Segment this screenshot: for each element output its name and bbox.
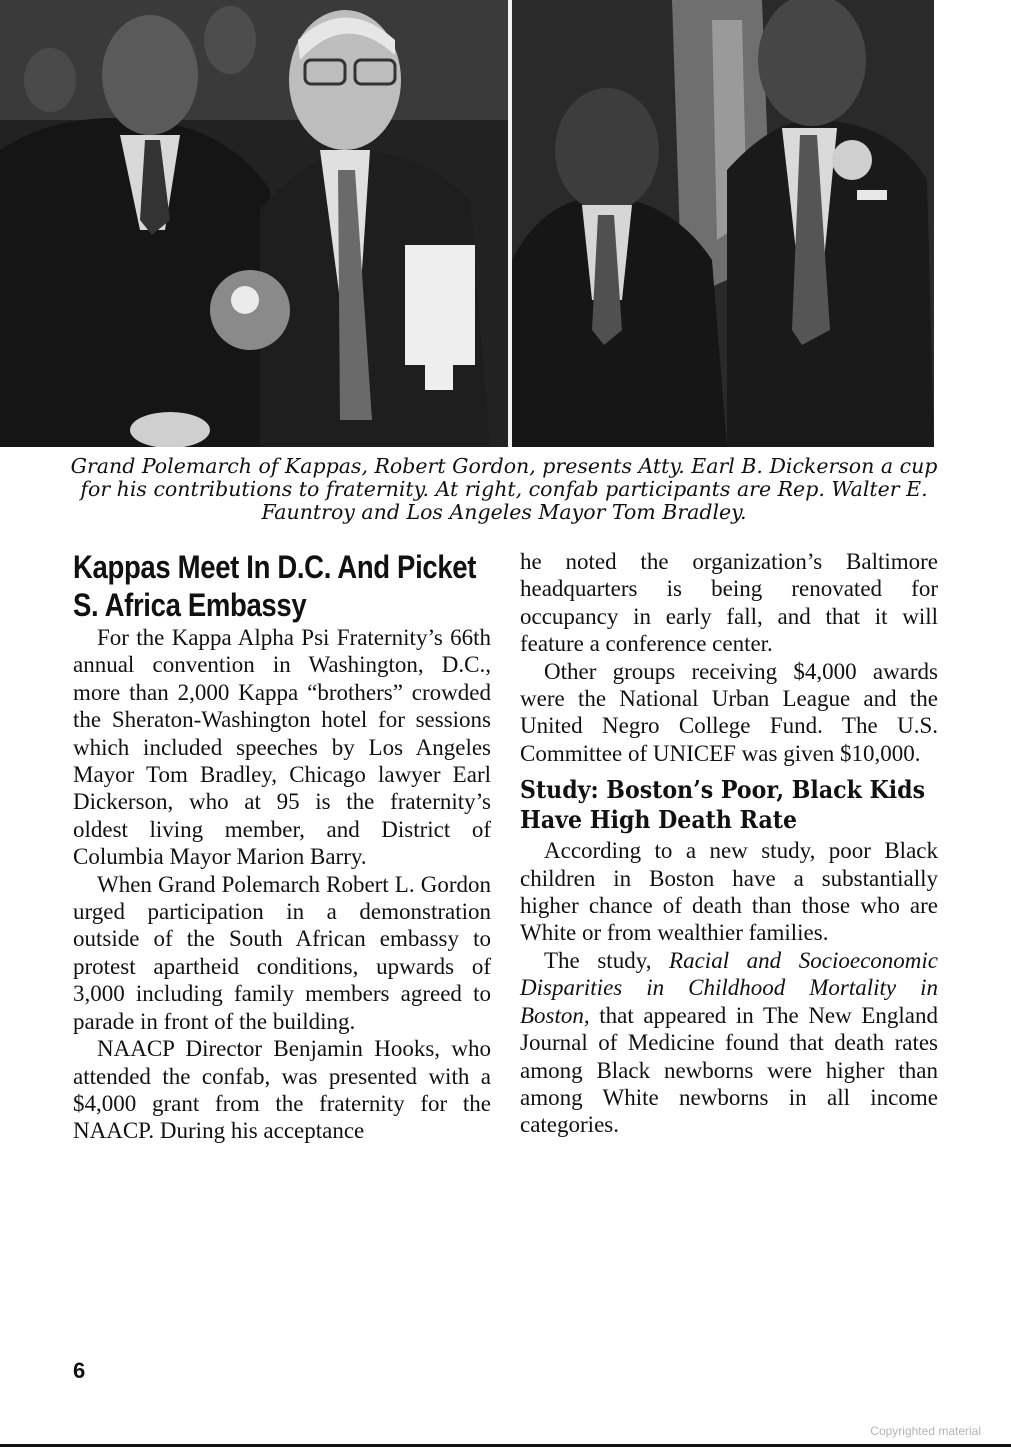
page-number: 6 [73, 1358, 86, 1383]
article-boston-body [520, 837, 938, 1138]
study-intro-text: The study, [544, 947, 670, 973]
article-paragraph: he noted the organization’s Baltimore headquarters is being renovated for occupancy in early fall, and that it will feature a conference center. [520, 549, 938, 657]
headline-boston-study: Study: Boston’s Poor, Black Kids Have High Death Rate [520, 775, 926, 835]
article-paragraph: NAACP Director Benjamin Hooks, who attended the confab, was presented with a $4,000 grant from the fraternity for the NAACP. During his acceptance [73, 1036, 491, 1144]
photo-fauntroy-bradley [512, 0, 934, 447]
article-paragraph: According to a new study, poor Black children in Boston have a substantially higher chance of death than those who are White or from wealthier families. [520, 838, 938, 946]
photo-right-image [512, 0, 934, 447]
article-paragraph [520, 947, 938, 1139]
copyright-watermark: Copyrighted material [870, 1424, 981, 1438]
photo-left-image [0, 0, 508, 447]
bottom-rule [0, 1444, 1011, 1447]
article-paragraph: When Grand Polemarch Robert L. Gordon urged participation in a demonstration outside of the South African embassy to protest apartheid conditions, upwards of 3,000 including family members agreed to parade in front of the building. [73, 871, 491, 1034]
column-left [73, 548, 491, 1145]
article-paragraph: For the Kappa Alpha Psi Fraternity’s 66th annual convention in Washington, D.C., more than 2,000 Kappa “brothers” crowded the Sheraton-Washington hotel for sessions which included speeches by Los Angeles Mayor Tom Bradley, Chicago lawyer Earl Dickerson, who at 95 is the fraternity’s oldest living member, and District of Columbia Mayor Marion Barry. [73, 625, 491, 870]
headline-kappas: Kappas Meet In D.C. And Picket S. Africa Embassy [73, 549, 477, 623]
article-paragraph: Other groups receiving $4,000 awards were the National Urban League and the United Negro College Fund. The U.S. Committee of UNICEF was given $10,000. [520, 658, 938, 766]
study-title: Racial and Socioeconomic Disparities in Childhood Mortality in Boston, [520, 947, 938, 1028]
study-findings-text: that appeared in The New England Journal of Medicine found that death rates among Black newborns were higher than among White newborns in all income categories. [520, 1002, 938, 1138]
article-kappas-continued [520, 548, 938, 767]
article-kappas-body [73, 624, 491, 1145]
column-right [520, 548, 938, 1139]
photo-gordon-dickerson [0, 0, 508, 447]
photo-caption: Grand Polemarch of Kappas, Robert Gordon, presents Atty. Earl B. Dickerson a cup for his contributions to fraternity. At right, confab participants are Rep. Walter E. Fauntroy and Los Angeles Mayor Tom Bradley. [70, 454, 938, 524]
